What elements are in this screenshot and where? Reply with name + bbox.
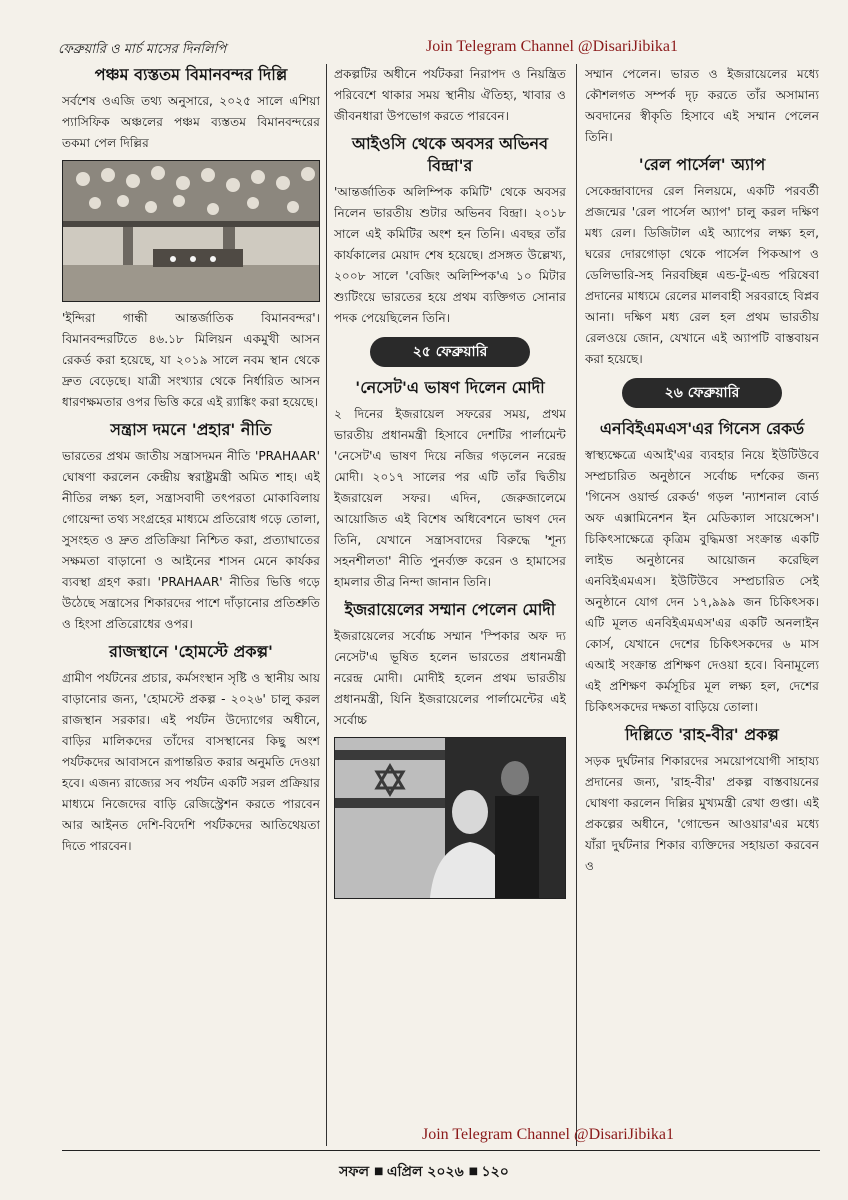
- column-divider: [576, 64, 577, 1146]
- airport-terminal-image: [63, 161, 319, 301]
- square-bullet-icon: ■: [373, 1166, 387, 1177]
- date-banner: ২৫ ফেব্রুয়ারি: [370, 337, 530, 367]
- square-bullet-icon: ■: [468, 1166, 482, 1177]
- telegram-watermark-top: Join Telegram Channel @DisariJibika1: [426, 38, 678, 55]
- article-heading: দিল্লিতে 'রাহ-বীর' প্রকল্প: [625, 725, 779, 744]
- article-text: সড়ক দুর্ঘটনার শিকারদের সময়োপযোগী সাহায্য প্রদানের জন্য, 'রাহ-বীর' প্রকল্প বাস্তবায়নের ঘোষণা করলেন দিল্লির মুখ্যমন্ত্রী রেখা গুপ্তা। এই প্রকল্পের অধীনে, 'গোল্ডেন আওয়ার'এর মধ্যে যাঁরা দুর্ঘটনার শিকার ব্যক্তিদের সহায়তা করবেন ও: [585, 754, 819, 873]
- date-banner: ২৬ ফেব্রুয়ারি: [622, 378, 782, 408]
- telegram-watermark-bottom: Join Telegram Channel @DisariJibika1: [422, 1126, 674, 1143]
- page-number: ১২০: [481, 1164, 509, 1180]
- column-3: [585, 64, 819, 1146]
- article-text: 'ইন্দিরা গান্ধী আন্তর্জাতিক বিমানবন্দর'। বিমানবন্দরটিতে ৪৬.১৮ মিলিয়ন একমুখী আসন রেকর্ড করা হয়েছে, যা ২০১৯ সালে নবম স্থান থেকে দ্রুত বেড়েছে। যাত্রী সংখ্যার থেকে নির্ধারিত আসন ধারণক্ষমতার ওপর ভিত্তি করে এই র‍্যাঙ্কিং করা হয়েছে।: [62, 311, 320, 409]
- article-heading: এনবিইএমএস'এর গিনেস রেকর্ড: [599, 419, 805, 438]
- column-2: [334, 64, 566, 1146]
- article-text: ইজরায়েলের সর্বোচ্চ সম্মান 'স্পিকার অফ দ্য নেসেট'এ ভূষিত হলেন ভারতের প্রধানমন্ত্রী নরেন্দ্র মোদী। মোদীই হলেন প্রথম ভারতীয় প্রধানমন্ত্রী, যিনি ইজরায়েলের পার্লামেন্টের এই সর্বোচ্চ: [334, 629, 566, 727]
- article-text: সেকেন্দ্রাবাদের রেল নিলয়মে, একটি পরবর্তী প্রজন্মের 'রেল পার্সেল অ্যাপ' চালু করল দক্ষিণ মধ্য রেল। ডিজিটাল এই অ্যাপের লক্ষ্য হল, ঘরের দোরগোড়া থেকে পার্সেল পিকআপ ও ডেলিভারি-সহ নিরবচ্ছিন্ন এন্ড-টু-এন্ড পরিষেবা প্রদানের মাধ্যমে রেলের মালবাহী সরবরাহে বিপ্লব আনা। দক্ষিণ মধ্য রেল হল প্রথম ভারতীয় রেলওয়ে জোন, যেখানে এই অ্যাপটি বাস্তবায়ন করা হয়েছে।: [585, 184, 819, 366]
- article-heading: 'রেল পার্সেল' অ্যাপ: [638, 155, 766, 174]
- column-divider: [326, 64, 327, 1146]
- article-text: সর্বশেষ ওএজি তথ্য অনুসারে, ২০২৫ সালে এশিয়া প্যাসিফিক অঞ্চলের পঞ্চম ব্যস্ততম বিমানবন্দরের তকমা পেল দিল্লির: [62, 94, 320, 150]
- article-text: স্বাস্থ্যক্ষেত্রে এআই'এর ব্যবহার নিয়ে ইউটিউবে সম্প্রচারিত অনুষ্ঠানে সর্বোচ্চ দর্শকের জন্য 'গিনেস ওয়ার্ল্ড রেকর্ড' গড়ল 'ন্যাশনাল বোর্ড অফ এক্সামিনেশন ইন মেডিক্যাল সায়েন্সেস'। চিকিৎসাক্ষেত্রে কৃত্রিম বুদ্ধিমত্তা সংক্রান্ত একটি লাইভ অনুষ্ঠানের আয়োজন করেছিল এনবিইএমএস। ইউটিউবে সম্প্রচারিত সেই অনুষ্ঠানে যোগ দেন ১৭,৯৯৯ জন চিকিৎসক। এটি মূলত এনবিইএমএস'এর একটি অনলাইন কোর্স, যেখানে দেশের চিকিৎসকদের ৬ মাস এআই সংক্রান্ত প্রশিক্ষণ দেওয়া হবে। বিনামূল্যে এই প্রশিক্ষণ কর্মসূচির মূল লক্ষ্য হল, দেশের চিকিৎসকদের দক্ষতা বাড়িয়ে তোলা।: [585, 448, 819, 714]
- column-1: [62, 64, 320, 1146]
- article-heading: ইজরায়েলের সম্মান পেলেন মোদী: [344, 600, 556, 619]
- article-text: সম্মান পেলেন। ভারত ও ইজরায়েলের মধ্যে কৌশলগত সম্পর্ক দৃঢ় করতে তাঁর অসামান্য অবদানের স্বীকৃতি হিসাবে এই সম্মান পেলেন তিনি।: [585, 67, 819, 144]
- modi-israel-photo: [334, 737, 566, 899]
- airport-photo: [62, 160, 320, 302]
- article-heading: 'নেসেট'এ ভাষণ দিলেন মোদী: [355, 378, 545, 397]
- article-text: ২ দিনের ইজরায়েল সফরের সময়, প্রথম ভারতীয় প্রধানমন্ত্রী হিসাবে দেশটির পার্লামেন্ট 'নেসেট'এ ভাষণ দিয়ে নজির গড়লেন নরেন্দ্র মোদী। ২০১৭ সালের পর এটি তাঁর দ্বিতীয় ইজরায়েল সফর। এদিন, জেরুজালেমে আয়োজিত এই বিশেষ অধিবেশনে ভাষণ দেন তিনি, যেখানে সন্ত্রাসবাদের বিরুদ্ধে 'শূন্য সহনশীলতা' নীতি পুনর্ব্যক্ত করেন ও হামাসের হামলার তীব্র নিন্দা জানান তিনি।: [334, 407, 566, 589]
- magazine-logo: সফল: [339, 1164, 370, 1180]
- issue-month: এপ্রিল ২০২৬: [386, 1164, 464, 1180]
- page-footer: [0, 1160, 848, 1184]
- article-text: গ্রামীণ পর্যটনের প্রচার, কর্মসংস্থান সৃষ্টি ও স্থানীয় আয় বাড়ানোর জন্য, 'হোমস্টে প্রকল্প - ২০২৬' চালু করল রাজস্থান সরকার। এই পর্যটন উদ্যোগের অধীনে, বাড়ির মালিকদের তাঁদের বাসস্থানের কিছু অংশ পর্যটকদের আবাসনে রূপান্তরিত করার অনুমতি দেওয়া হবে। এজন্য রাজ্যের সব পর্যটন একটি সরল প্রক্রিয়ার মাধ্যমে নিজেদের বাড়ি রেজিস্ট্রেশন করতে পারবেন আর আইনত দেশি-বিদেশি পর্যটকদের আতিথেয়তা দিতে পারবেন।: [62, 671, 320, 853]
- article-text: 'আন্তর্জাতিক অলিম্পিক কমিটি' থেকে অবসর নিলেন ভারতীয় শুটার অভিনব বিন্দ্রা। ২০১৮ সালে এই কমিটির অংশ হন তিনি। এবছর তাঁর কার্যকালের মেয়াদ শেষ হয়েছে। প্রসঙ্গত উল্লেখ্য, ২০০৮ সালে 'বেজিং অলিম্পিক'এ ১০ মিটার শ্যুটিংয়ে ভারতের হয়ে প্রথম ব্যক্তিগত সোনার পদক পেয়েছিলেন তিনি।: [334, 185, 566, 325]
- article-heading: পঞ্চম ব্যস্ততম বিমানবন্দর দিল্লি: [94, 65, 288, 84]
- running-head: ফেব্রুয়ারি ও মার্চ মাসের দিনলিপি: [58, 42, 227, 57]
- article-heading: আইওসি থেকে অবসর অভিনব বিন্দ্রা'র: [351, 134, 549, 175]
- portrait-image: [335, 738, 565, 898]
- article-heading: সন্ত্রাস দমনে 'প্রহার' নীতি: [110, 420, 272, 439]
- article-heading: রাজস্থানে 'হোমস্টে প্রকল্প': [109, 642, 273, 661]
- article-text: প্রকল্পটির অধীনে পর্যটকরা নিরাপদ ও নিয়ন্ত্রিত পরিবেশে থাকার সময় স্থানীয় ঐতিহ্য, খাবার ও জীবনধারা উপভোগ করতে পারবেন।: [334, 67, 566, 123]
- footer-rule: [62, 1150, 820, 1151]
- article-text: ভারতের প্রথম জাতীয় সন্ত্রাসদমন নীতি 'PRAHAAR' ঘোষণা করলেন কেন্দ্রীয় স্বরাষ্ট্রমন্ত্রী অমিত শাহ। এই নীতির লক্ষ্য হল, সন্ত্রাসবাদী তৎপরতা মোকাবিলায় গোয়েন্দা তথ্য সংগ্রহের মাধ্যমে প্রতিরোধ গড়ে তোলা, সুসংহত ও দ্রুত প্রতিক্রিয়া নিশ্চিত করা, প্রত্যাঘাতের সক্ষমতা বাড়ানো ও আইনের শাসন মেনে কার্যকর ব্যবস্থা গ্রহণ করা। 'PRAHAAR' নীতির ভিত্তি গড়ে উঠেছে সন্ত্রাসের শিকারদের পাশে দাঁড়ানোর প্রতিশ্রুতি ও হিংসা প্রতিরোধের ওপর।: [62, 449, 320, 631]
